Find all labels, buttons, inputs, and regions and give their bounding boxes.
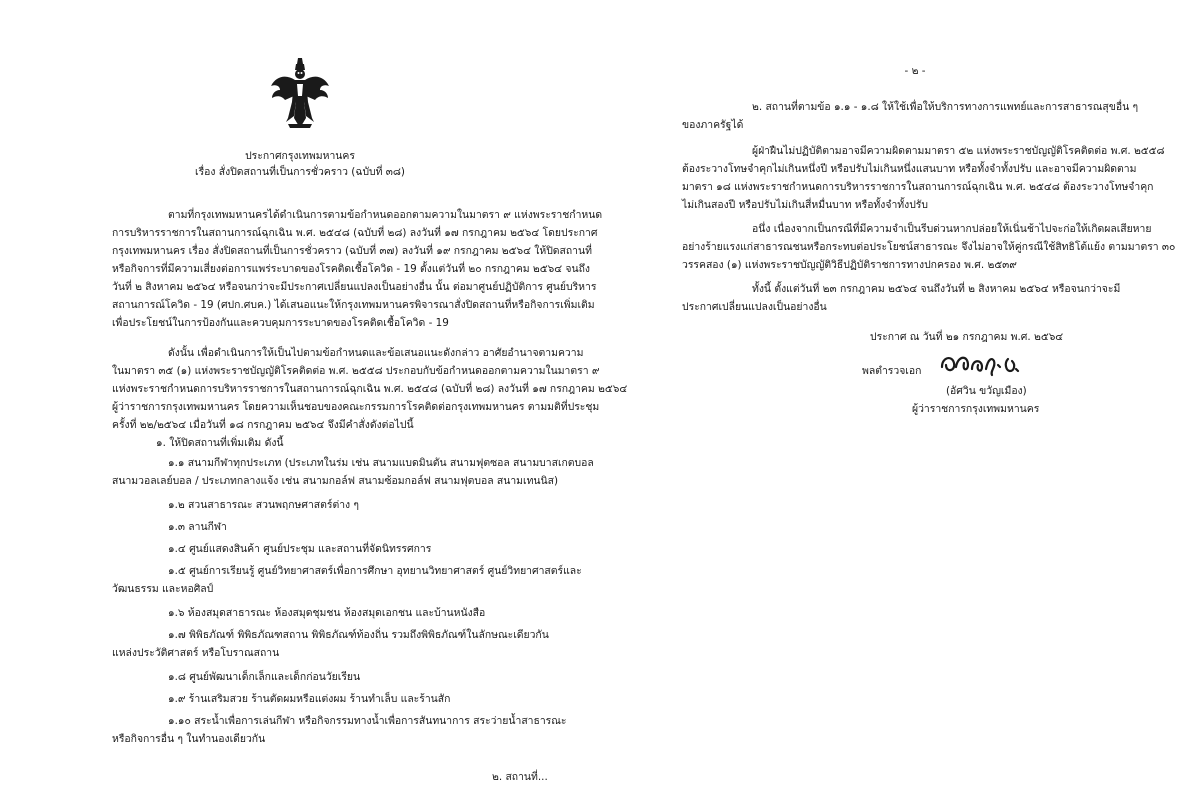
paragraph-line: เพื่อประโยชน์ในการป้องกันและควบคุมการระบาดของโรคติดเชื้อโควิด - 19 <box>112 317 449 329</box>
paragraph-line: กรุงเทพมหานคร เรื่อง สั่งปิดสถานที่เป็นการชั่วคราว (ฉบับที่ ๓๗) ลงวันที่ ๑๙ กรกฎาคม ๒๕๖๔ ให้ปิดสถานที่ <box>112 245 592 257</box>
section-heading: ๑. ให้ปิดสถานที่เพิ่มเติม ดังนี้ <box>156 437 284 449</box>
signer-rank: พลตำรวจเอก <box>862 365 922 377</box>
paragraph-line: ต้องระวางโทษจำคุกไม่เกินหนึ่งปี หรือปรับไม่เกินหนึ่งแสนบาท หรือทั้งจำทั้งปรับ และอาจมีความผิดตาม <box>682 163 1137 175</box>
list-item-continuation: หรือกิจการอื่น ๆ ในทำนองเดียวกัน <box>112 733 266 745</box>
paragraph-line: ครั้งที่ ๒๒/๒๕๖๔ เมื่อวันที่ ๑๘ กรกฎาคม ๒๕๖๔ จึงมีคำสั่งดังต่อไปนี้ <box>112 419 414 431</box>
list-item: ๑.๕ ศูนย์การเรียนรู้ ศูนย์วิทยาศาสตร์เพื่อการศึกษา อุทยานวิทยาศาสตร์ ศูนย์วิทยาศาสตร์และ <box>168 565 582 577</box>
list-item: ๑.๙ ร้านเสริมสวย ร้านตัดผมหรือแต่งผม ร้านทำเล็บ และร้านสัก <box>168 693 451 705</box>
page-number: - ๒ - <box>904 65 926 77</box>
signer-position: ผู้ว่าราชการกรุงเทพมหานคร <box>912 403 1040 415</box>
paragraph-line: ผู้ฝ่าฝืนไม่ปฏิบัติตามอาจมีความผิดตามมาตรา ๕๒ แห่งพระราชบัญญัติโรคติดต่อ พ.ศ. ๒๕๕๘ <box>752 145 1165 157</box>
handwritten-signature <box>938 345 1028 379</box>
paragraph-line: ผู้ว่าราชการกรุงเทพมหานคร โดยความเห็นชอบของคณะกรรมการโรคติดต่อกรุงเทพมหานคร ตามมติที่ประชุม <box>112 401 600 413</box>
list-item-continuation: วัฒนธรรม และหอศิลป์ <box>112 583 214 595</box>
paragraph-line: สถานการณ์โควิด - 19 (ศปก.ศบค.) ได้เสนอแนะให้กรุงเทพมหานครพิจารณาสั่งปิดสถานที่หรือกิจการเพิ่มเติม <box>112 299 595 311</box>
list-item: ๑.๓ ลานกีฬา <box>168 521 227 533</box>
list-item: ๑.๒ สวนสาธารณะ สวนพฤกษศาสตร์ต่าง ๆ <box>168 499 359 511</box>
paragraph-line: อย่างร้ายแรงแก่สาธารณชนหรือกระทบต่อประโยชน์สาธารณะ จึงไม่อาจให้คู่กรณีใช้สิทธิโต้แย้ง ตามมาตรา ๓๐ <box>682 241 1176 253</box>
list-item-continuation: แหล่งประวัติศาสตร์ หรือโบราณสถาน <box>112 647 280 659</box>
paragraph-line: ตามที่กรุงเทพมหานครได้ดำเนินการตามข้อกำหนดออกตามความในมาตรา ๙ แห่งพระราชกำหนด <box>168 209 603 221</box>
paragraph-line: ไม่เกินสองปี หรือปรับไม่เกินสี่หมื่นบาท หรือทั้งจำทั้งปรับ <box>682 199 928 211</box>
signer-name: (อัศวิน ขวัญเมือง) <box>946 385 1027 397</box>
paragraph-line: ๒. สถานที่ตามข้อ ๑.๑ - ๑.๘ ให้ใช้เพื่อให้บริการทางการแพทย์และการสาธารณสุขอื่น ๆ <box>752 101 1139 113</box>
paragraph-line: ประกาศเปลี่ยนแปลงเป็นอย่างอื่น <box>682 301 827 313</box>
paragraph-line: แห่งพระราชกำหนดการบริหารราชการในสถานการณ์ฉุกเฉิน พ.ศ. ๒๕๔๘ (ฉบับที่ ๒๘) ลงวันที่ ๑๗ กรกฎาคม ๒๕๖๔ <box>112 383 628 395</box>
list-item: ๑.๘ ศูนย์พัฒนาเด็กเล็กและเด็กก่อนวัยเรียน <box>168 671 361 683</box>
garuda-emblem-icon <box>268 56 332 136</box>
paragraph-line: อนึ่ง เนื่องจากเป็นกรณีที่มีความจำเป็นรีบด่วนหากปล่อยให้เนิ่นช้าไปจะก่อให้เกิดผลเสียหาย <box>752 223 1152 235</box>
announcement-title: ประกาศกรุงเทพมหานคร <box>245 150 355 162</box>
page-continuation-marker: ๒. สถานที่... <box>492 771 548 783</box>
paragraph-line: วรรคสอง (๑) แห่งพระราชบัญญัติวิธีปฏิบัติราชการทางปกครอง พ.ศ. ๒๕๓๙ <box>682 259 1017 271</box>
list-item: ๑.๔ ศูนย์แสดงสินค้า ศูนย์ประชุม และสถานที่จัดนิทรรศการ <box>168 543 432 555</box>
paragraph-line: ในมาตรา ๓๕ (๑) แห่งพระราชบัญญัติโรคติดต่อ พ.ศ. ๒๕๕๘ ประกอบกับข้อกำหนดออกตามความในมาตรา ๙ <box>112 365 600 377</box>
announced-date: ประกาศ ณ วันที่ ๒๑ กรกฎาคม พ.ศ. ๒๕๖๔ <box>870 331 1064 343</box>
paragraph-line: ทั้งนี้ ตั้งแต่วันที่ ๒๓ กรกฎาคม ๒๕๖๔ จนถึงวันที่ ๒ สิงหาคม ๒๕๖๔ หรือจนกว่าจะมี <box>752 283 1121 295</box>
list-item: ๑.๑ สนามกีฬาทุกประเภท (ประเภทในร่ม เช่น สนามแบดมินตัน สนามฟุตซอล สนามบาสเกตบอล <box>168 457 594 469</box>
list-item: ๑.๗ พิพิธภัณฑ์ พิพิธภัณฑสถาน พิพิธภัณฑ์ท้องถิ่น รวมถึงพิพิธภัณฑ์ในลักษณะเดียวกัน <box>168 629 549 641</box>
paragraph-line: การบริหารราชการในสถานการณ์ฉุกเฉิน พ.ศ. ๒๕๔๘ (ฉบับที่ ๒๘) ลงวันที่ ๑๗ กรกฎาคม ๒๕๖๔ โดยประกาศ <box>112 227 598 239</box>
list-item: ๑.๖ ห้องสมุดสาธารณะ ห้องสมุดชุมชน ห้องสมุดเอกชน และบ้านหนังสือ <box>168 607 486 619</box>
paragraph-line: ของภาครัฐได้ <box>682 119 744 131</box>
document-page-2 <box>600 0 1200 800</box>
announcement-subject: เรื่อง สั่งปิดสถานที่เป็นการชั่วคราว (ฉบับที่ ๓๘) <box>195 166 405 178</box>
list-item: ๑.๑๐ สระน้ำเพื่อการเล่นกีฬา หรือกิจกรรมทางน้ำเพื่อการสันทนาการ สระว่ายน้ำสาธารณะ <box>168 715 567 727</box>
paragraph-line: วันที่ ๒ สิงหาคม ๒๕๖๔ หรือจนกว่าจะมีประกาศเปลี่ยนแปลงเป็นอย่างอื่น นั้น ต่อมาศูนย์ปฏิบัติการ ศูนย์บริหาร <box>112 281 597 293</box>
paragraph-line: หรือกิจการที่มีความเสี่ยงต่อการแพร่ระบาดของโรคติดเชื้อโควิด - 19 ตั้งแต่วันที่ ๒๐ กรกฎาคม ๒๕๖๔ จนถึง <box>112 263 590 275</box>
list-item-continuation: สนามวอลเลย์บอล / ประเภทกลางแจ้ง เช่น สนามกอล์ฟ สนามซ้อมกอล์ฟ สนามฟุตบอล สนามเทนนิส) <box>112 475 559 487</box>
paragraph-line: มาตรา ๑๘ แห่งพระราชกำหนดการบริหารราชการในสถานการณ์ฉุกเฉิน พ.ศ. ๒๕๔๘ ต้องระวางโทษจำคุก <box>682 181 1154 193</box>
paragraph-line: ดังนั้น เพื่อดำเนินการให้เป็นไปตามข้อกำหนดและข้อเสนอแนะดังกล่าว อาศัยอำนาจตามความ <box>168 347 584 359</box>
